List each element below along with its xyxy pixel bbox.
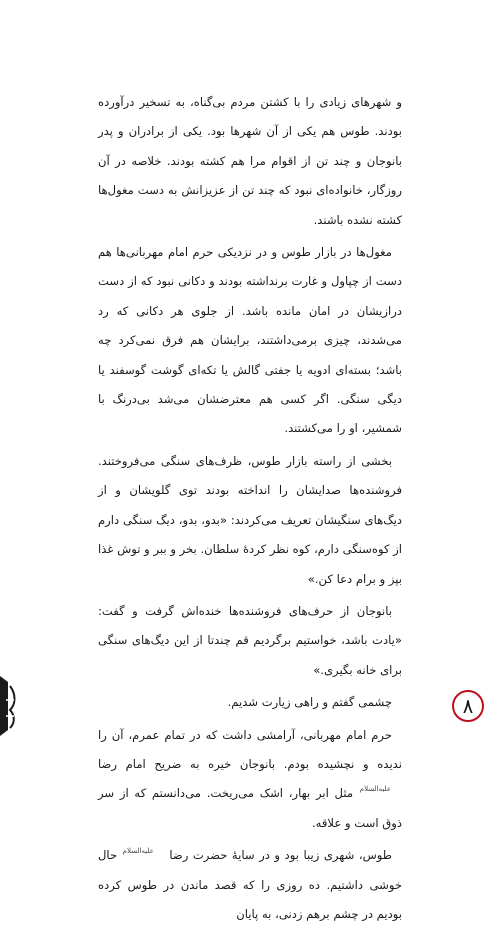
paragraph-text: حال خوشی داشتیم. ده روزی را که قصد ماندن در طوس کرده بودیم در چشم برهم زدنی، به پایان [98,848,402,921]
page-number: ۸ [462,694,474,718]
paragraph-text: مثل ابر بهار، اشک می‌ریخت. می‌دانستم که از سر ذوق است و علاقه. [98,786,402,830]
paragraph [98,721,402,839]
paragraph [98,688,402,717]
paragraph-text: طوس، شهری زیبا بود و در سایهٔ حضرت رضا [164,848,392,863]
honorific-glyph: علیه‌السلام [359,785,391,794]
paragraph [98,447,402,594]
paragraph-text: و شهرهای زیادی را با کشتن مردم بی‌گناه، به تسخیر درآورده بودند. طوس هم یکی از آن شهرها بود. یکی از برادران و پدر بانوجان و چند تن از اقوام مرا هم کشته بودند. خلاصه در آن روزگار، خانواده‌ای نبود که چند تن از عزیزانش به دست مغول‌ها کشته نشده باشند. [98,95,402,227]
page-number-badge [452,690,484,722]
paragraph [98,841,402,929]
paragraph-text: بانوجان از حرف‌های فروشنده‌ها خنده‌اش گرفت و گفت: «یادت باشد، خواستیم برگردیم قم چندتا از این دیگ‌های سنگی برای خانه بگیری.» [98,603,402,677]
paragraph-text: چشمی گفتم و راهی زیارت شدیم. [227,695,392,710]
paragraph [98,597,402,685]
paragraph-text: بخشی از راسته بازار طوس، ظرف‌های سنگی می‌فروختند. فروشنده‌ها صدایشان را انداخته بودند توی گلویشان و از دیگ‌های سنگیشان تعریف می‌کردند: «بدو، بدو، دیگ سنگی دارم از کوه‌سنگی دارم، کوه نظر کردهٔ سلطان. بخر و ببر و توش غذا بپز و برام دعا کن.» [98,453,402,586]
paragraph-text: مغول‌ها در بازار طوس و در نزدیکی حرم امام مهربانی‌ها هم دست از چپاول و غارت برنداشته بودند و دکانی نبود که از دست درازیشان در امان مانده باشد. از جلوی هر دکانی که رد می‌شدند، چیزی برمی‌داشتند، برایشان هم فرق نمی‌کرد چه باشد؛ بسته‌ای ادویه یا جفتی گالش یا تکه‌ای گوشت گوسفند یا دیگی سنگی. اگر کسی هم معترضشان می‌شد بی‌درنگ با شمشیر، او را می‌کشتند. [98,245,402,436]
paragraph [98,88,402,235]
honorific-glyph: علیه‌السلام [122,847,154,856]
publisher-logo-icon [0,676,22,736]
body-text [98,88,402,932]
paragraph-text: حرم امام مهربانی، آرامشی داشت که در تمام عمرم، آن را ندیده و نچشیده بودم. بانوجان خیره به ضریح امام رضا [98,727,402,771]
paragraph [98,238,402,444]
